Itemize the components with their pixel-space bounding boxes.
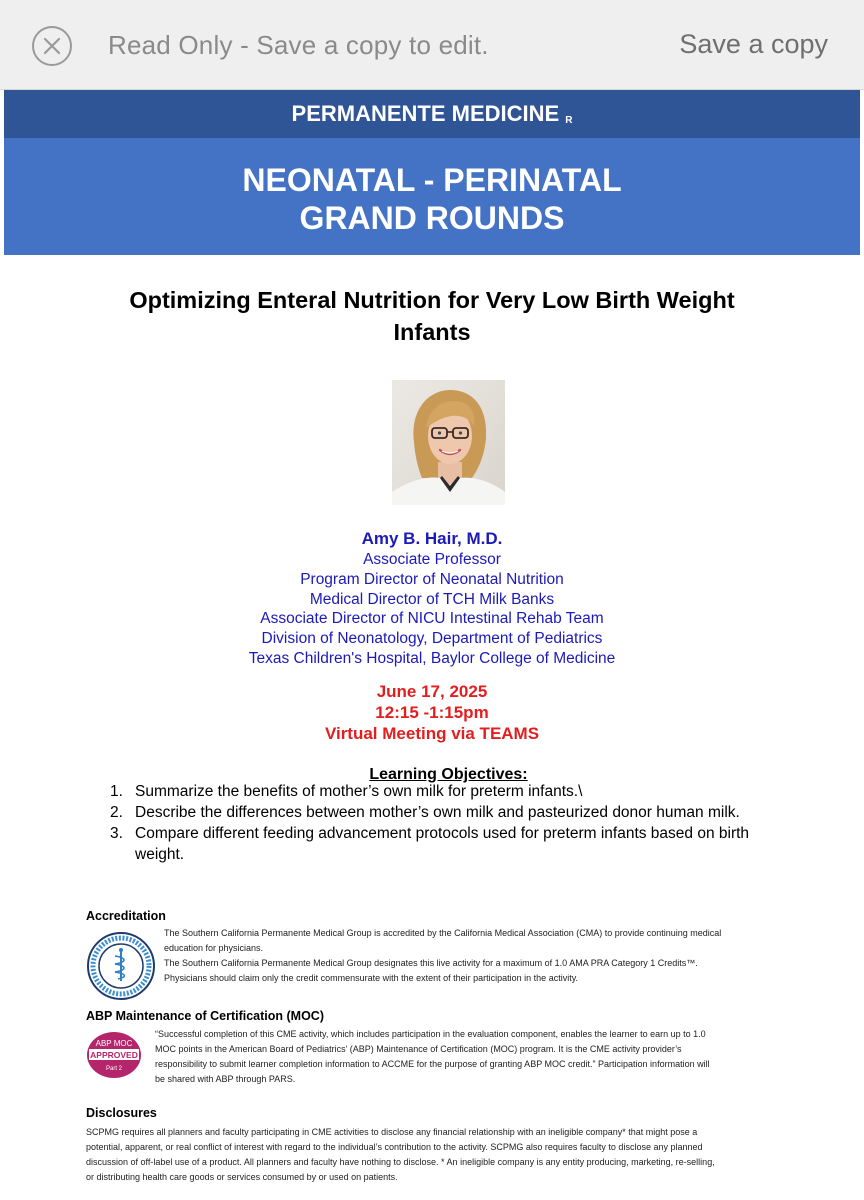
read-only-message: Read Only - Save a copy to edit. xyxy=(108,30,489,60)
list-text: Compare different feeding advancement protocols used for preterm infants based on birth xyxy=(135,825,750,842)
talk-title-line1: Optimizing Enteral Nutrition for Very Low Birth Weight xyxy=(129,287,735,313)
event-series-line1: NEONATAL - PERINATAL xyxy=(242,162,622,198)
speaker-title-1: Associate Professor xyxy=(363,551,501,568)
save-a-copy-button[interactable]: Save a copy xyxy=(679,29,828,59)
read-only-bar xyxy=(0,0,864,90)
disclosures-line: discussion of off-label use of a product. All planners and faculty have nothing to disclose. * An ineligible company is any entity producing, marketing, re-selling, xyxy=(86,1157,715,1167)
event-date: June 17, 2025 xyxy=(376,682,488,701)
moc-line: be shared with ABP through PARS. xyxy=(155,1074,296,1084)
speaker-photo xyxy=(392,380,505,505)
moc-heading: ABP Maintenance of Certification (MOC) xyxy=(86,1009,324,1023)
accreditation-line: The Southern California Permanente Medical Group designates this live activity for a maximum of 1.0 AMA PRA Category 1 Credits™. xyxy=(164,958,698,968)
cma-accreditation-seal xyxy=(86,931,156,1001)
org-name: PERMANENTE MEDICINE xyxy=(291,101,560,126)
org-registered-mark: R xyxy=(565,115,573,126)
list-item xyxy=(110,781,810,802)
org-banner xyxy=(4,90,860,138)
accreditation-line: The Southern California Permanente Medical Group is accredited by the California Medical Association (CMA) to provide continuing medical xyxy=(164,928,722,938)
accreditation-line: education for physicians. xyxy=(164,943,264,953)
event-details xyxy=(0,681,864,744)
event-time: 12:15 -1:15pm xyxy=(375,703,489,722)
list-number: 1. xyxy=(110,783,123,800)
talk-title xyxy=(60,284,804,348)
list-item xyxy=(110,823,810,865)
event-venue: Virtual Meeting via TEAMS xyxy=(324,724,540,743)
moc-line: “Successful completion of this CME activity, which includes participation in the evaluation component, enables the learner to earn up to 1.0 xyxy=(155,1029,706,1039)
list-text-continued: weight. xyxy=(135,846,185,863)
list-text: Describe the differences between mother’s own milk and pasteurized donor human milk. xyxy=(135,804,740,821)
list-item xyxy=(110,802,810,823)
objectives-heading: Learning Objectives: xyxy=(369,766,528,783)
disclosures-line: potential, apparent, or real conflict of interest with regard to the individual’s contribution to the activity. SCPMG also requires faculty to disclose any planned xyxy=(86,1142,703,1152)
disclosures-heading: Disclosures xyxy=(86,1106,157,1120)
speaker-title-4: Associate Director of NICU Intestinal Rehab Team xyxy=(260,610,604,628)
list-text: Summarize the benefits of mother’s own milk for preterm infants.\ xyxy=(135,783,583,800)
disclosures-text xyxy=(86,1125,715,1185)
abp-badge-sub: Part 2 xyxy=(105,1066,123,1072)
close-icon[interactable] xyxy=(32,26,72,66)
list-number: 2. xyxy=(110,804,123,821)
event-series-line2: GRAND ROUNDS xyxy=(299,200,565,236)
disclosures-line: or distributing health care goods or services consumed by or used on patients. xyxy=(86,1172,398,1182)
event-banner xyxy=(4,138,860,255)
speaker-title-6: Texas Children's Hospital, Baylor College of Medicine xyxy=(248,649,616,667)
speaker-block xyxy=(0,528,864,669)
accreditation-line: Physicians should claim only the credit commensurate with the extent of their participation in the activity. xyxy=(164,973,579,983)
abp-moc-badge xyxy=(86,1031,142,1079)
abp-badge-top: ABP MOC xyxy=(95,1039,133,1048)
document-page xyxy=(0,90,864,1200)
list-number: 3. xyxy=(110,825,123,842)
talk-title-line2: Infants xyxy=(393,319,471,345)
disclosures-line: SCPMG requires all planners and faculty participating in CME activities to disclose any financial relationship with an ineligible company* that might pose a xyxy=(86,1127,698,1137)
accreditation-heading: Accreditation xyxy=(86,909,166,923)
moc-text xyxy=(155,1027,710,1087)
accreditation-text xyxy=(164,926,721,986)
abp-badge-main: APPROVED xyxy=(90,1050,138,1060)
speaker-title-3: Medical Director of TCH Milk Banks xyxy=(309,590,555,608)
speaker-name: Amy B. Hair, M.D. xyxy=(361,529,503,548)
speaker-title-2: Program Director of Neonatal Nutrition xyxy=(300,570,564,588)
objectives-list xyxy=(110,781,810,865)
moc-line: responsibility to submit learner completion information to ACCME for the purpose of granting ABP MOC credit.” Participation information will xyxy=(155,1059,710,1069)
speaker-title-5: Division of Neonatology, Department of Pediatrics xyxy=(261,630,603,648)
moc-line: MOC points in the American Board of Pediatrics’ (ABP) Maintenance of Certification (MOC) program. It is the CME activity provider’s xyxy=(155,1044,682,1054)
